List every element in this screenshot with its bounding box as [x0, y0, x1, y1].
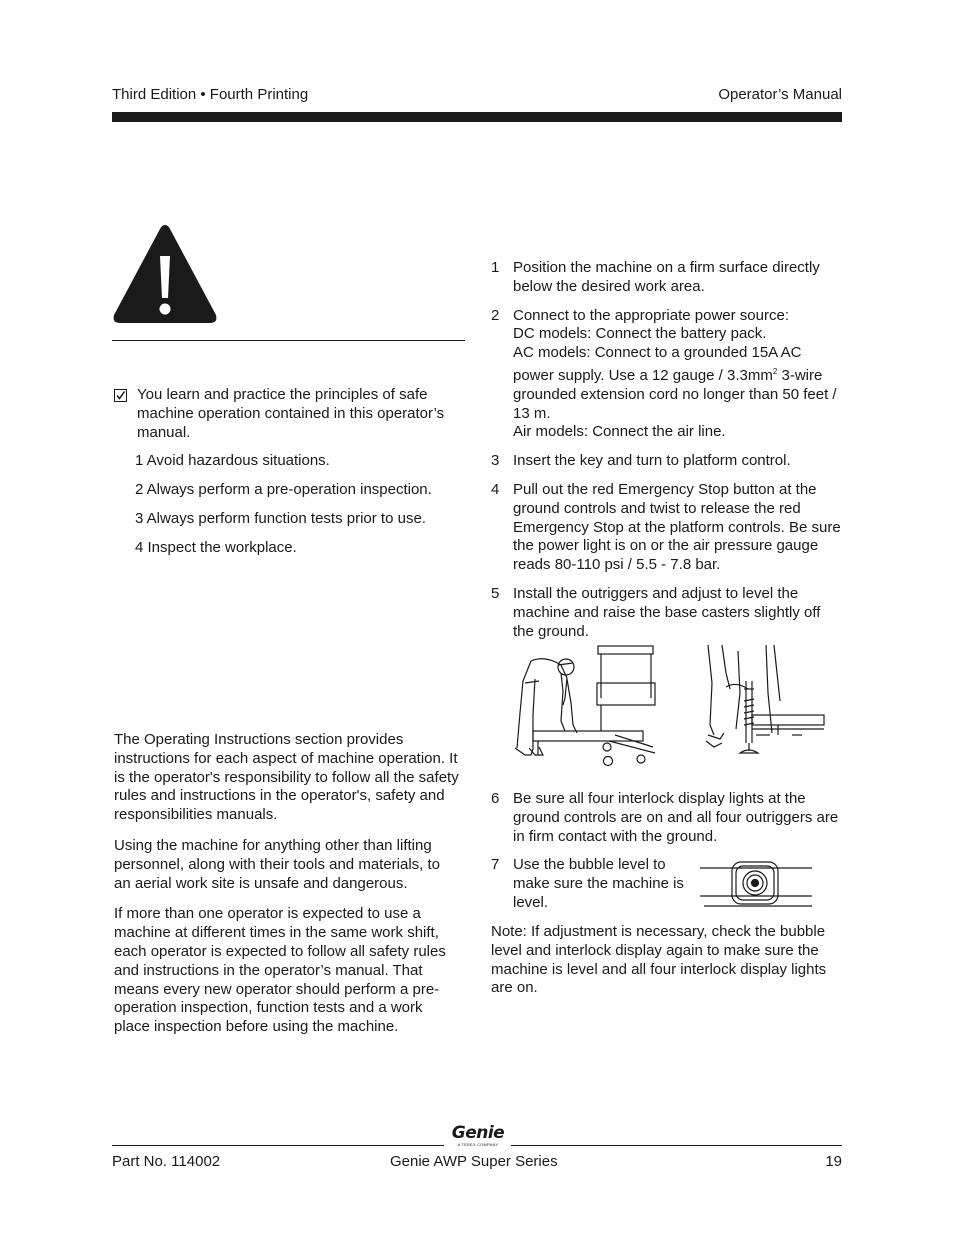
step-number: 6: [491, 790, 500, 807]
step-text: DC models: Connect the battery pack.: [513, 325, 767, 343]
part-number: Part No. 114002: [112, 1153, 221, 1170]
paragraph: The Operating Instructions section provides instructions for each aspect of machine operation. It is the operator's responsibility to follow all the safety rules and instructions in the operator's, safety and responsibilities manuals.: [114, 731, 459, 824]
step-number: 3: [491, 452, 500, 470]
step-text: AC models: Connect to a grounded 15A AC power supply. Use a 12 gauge / $3.3mm^2$ 3-wire grounded extension cord no longer than 50 feet / 13 m.: [513, 344, 837, 422]
sub-item: 2 Always perform a pre-operation inspection.: [135, 481, 432, 499]
edition-label: Third Edition • Fourth Printing: [112, 86, 309, 103]
step-7: [491, 856, 695, 912]
safety-checklist: [114, 386, 464, 568]
footer-rule-right: [511, 1145, 842, 1146]
step-text: Insert the key and turn to platform control.: [513, 452, 791, 470]
warning-triangle-icon: [111, 222, 219, 326]
paragraph: Using the machine for anything other than lifting personnel, along with their tools and materials, to an aerial work site is unsafe and dangerous.: [114, 836, 441, 892]
logo-brand: Genie: [451, 1123, 505, 1143]
outrigger-install-illustration: [505, 643, 660, 768]
check-item-text: You learn and practice the principles of safe machine operation contained in this operator’s manual.: [137, 386, 445, 441]
check-sub-list: [114, 452, 464, 557]
step-number: 4: [491, 480, 500, 498]
sub-item: 3 Always perform function tests prior to use.: [135, 509, 426, 527]
step-2: [491, 307, 841, 443]
step-number: 1: [491, 259, 500, 276]
step-3: [491, 452, 841, 471]
step-text: Air models: Connect the air line.: [513, 423, 726, 441]
page-number: 19: [825, 1153, 842, 1170]
step-text: Use the bubble level to make sure the machine is level.: [513, 856, 684, 911]
operating-intro: [114, 731, 459, 1049]
paragraph: If more than one operator is expected to use a machine at different times in the same work shift, each operator is expected to follow all safety rules and instructions in the operator’s manual. That means every new operator should perform a pre-operation inspection, function tests and a work place inspection before using the machine.: [114, 905, 446, 1036]
step-text: Install the outriggers and adjust to level the machine and raise the base casters slightly off the ground.: [513, 584, 821, 640]
setup-steps: [491, 259, 841, 651]
logo-tagline: A TEREX COMPANY: [457, 1142, 499, 1147]
sub-item: 1 Avoid hazardous situations.: [135, 452, 330, 470]
step-number: 5: [491, 584, 500, 602]
genie-logo: [448, 1124, 508, 1147]
step-number: 7: [491, 856, 500, 874]
series-name: Genie AWP Super Series: [390, 1153, 558, 1170]
sub-item: 4 Inspect the workplace.: [135, 538, 297, 556]
step-number: 2: [491, 306, 500, 324]
step-text: Be sure all four interlock display lights at the ground controls are on and all four outriggers are in firm contact with the ground.: [513, 790, 839, 845]
step-1: [491, 259, 841, 297]
check-item: [114, 386, 464, 442]
step-6: [491, 790, 843, 846]
step-text: Connect to the appropriate power source:: [513, 306, 789, 324]
step-text: Pull out the red Emergency Stop button at the ground controls and twist to release the red Emergency Stop at the platform controls. Be sure the power light is on or the air pressure gauge reads 80-110 psi / 5.5 - 7.8 bar.: [513, 480, 841, 574]
manual-title: Operator’s Manual: [718, 86, 842, 103]
step-4: [491, 481, 841, 575]
bubble-level-illustration: [700, 856, 814, 910]
footer-rule-left: [112, 1145, 444, 1146]
adjustment-note: Note: If adjustment is necessary, check the bubble level and interlock display again to make sure the machine is level and all four interlock display lights are on.: [491, 923, 827, 997]
leveling-jack-illustration: [700, 643, 828, 768]
step-text: Position the machine on a firm surface directly below the desired work area.: [513, 259, 820, 295]
section-rule: [112, 340, 465, 341]
header-rule: [112, 112, 842, 122]
checked-box-icon: [114, 389, 127, 402]
step-5: [491, 585, 841, 641]
